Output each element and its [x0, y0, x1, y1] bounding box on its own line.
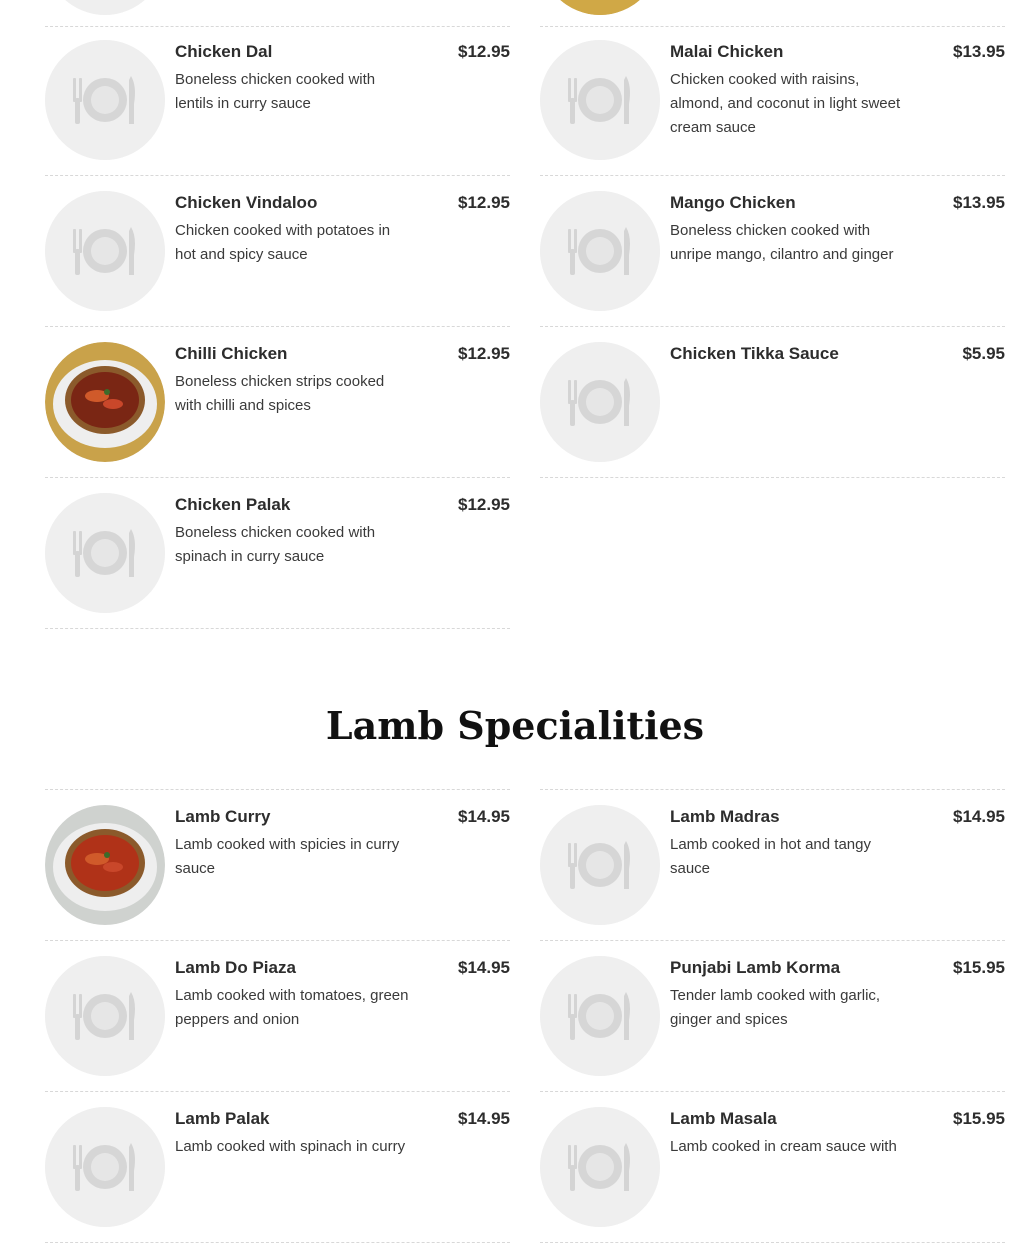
plate-placeholder-icon	[45, 1107, 165, 1227]
menu-item[interactable]	[45, 941, 510, 1092]
item-price: $12.95	[458, 42, 510, 61]
chicken-left-column	[45, 25, 510, 629]
item-price: $14.95	[458, 958, 510, 977]
item-name: Lamb Masala	[670, 1109, 777, 1128]
partial-item-top-right	[540, 0, 1005, 27]
item-price: $14.95	[458, 1109, 510, 1128]
lamb-right-column	[540, 789, 1005, 1243]
item-price: $14.95	[458, 807, 510, 826]
plate-placeholder-icon	[45, 956, 165, 1076]
menu-item[interactable]	[45, 25, 510, 176]
item-name: Lamb Madras	[670, 807, 780, 826]
plate-placeholder-icon	[540, 956, 660, 1076]
item-price: $15.95	[953, 1109, 1005, 1128]
item-description: Boneless chicken cooked with spinach in curry sauce	[175, 524, 376, 565]
menu-item[interactable]	[540, 176, 1005, 327]
item-name: Chicken Palak	[175, 495, 291, 514]
menu-item[interactable]	[540, 25, 1005, 176]
item-price: $13.95	[953, 193, 1005, 212]
item-name: Mango Chicken	[670, 193, 796, 212]
item-price: $12.95	[458, 193, 510, 212]
item-price: $12.95	[458, 344, 510, 363]
item-description: Chicken cooked with potatoes in hot and spicy sauce	[175, 222, 391, 263]
item-description: Boneless chicken cooked with unripe mango, cilantro and ginger	[670, 222, 894, 263]
item-description: Boneless chicken cooked with lentils in curry sauce	[175, 71, 376, 112]
item-name: Malai Chicken	[670, 42, 784, 61]
menu-item[interactable]	[540, 789, 1005, 941]
item-description: Lamb cooked in hot and tangy sauce	[670, 836, 871, 877]
item-name: Chicken Dal	[175, 42, 273, 61]
menu-item[interactable]	[540, 941, 1005, 1092]
item-description: Lamb cooked in cream sauce with	[670, 1138, 897, 1155]
item-price: $14.95	[953, 807, 1005, 826]
dish-photo	[540, 0, 660, 15]
plate-placeholder-icon	[45, 493, 165, 613]
item-description: Lamb cooked with tomatoes, green peppers and onion	[175, 987, 409, 1028]
item-description: Lamb cooked with spicies in curry sauce	[175, 836, 400, 877]
item-name: Lamb Palak	[175, 1109, 270, 1128]
chicken-right-column	[540, 25, 1005, 478]
item-price: $12.95	[458, 495, 510, 514]
menu-item[interactable]	[45, 176, 510, 327]
menu-item[interactable]	[45, 478, 510, 629]
plate-placeholder-icon	[45, 0, 165, 15]
item-price: $5.95	[962, 344, 1005, 363]
menu-item[interactable]	[540, 327, 1005, 478]
menu-item[interactable]	[45, 1092, 510, 1243]
lamb-left-column	[45, 789, 510, 1243]
plate-placeholder-icon	[540, 191, 660, 311]
plate-placeholder-icon	[540, 805, 660, 925]
item-description: Boneless chicken strips cooked with chilli and spices	[175, 373, 385, 414]
menu-item[interactable]	[540, 1092, 1005, 1243]
partial-item-top-left	[45, 0, 510, 27]
dish-photo	[45, 342, 165, 462]
item-name: Lamb Do Piaza	[175, 958, 296, 977]
item-name: Chilli Chicken	[175, 344, 288, 363]
plate-placeholder-icon	[540, 40, 660, 160]
item-description: Tender lamb cooked with garlic, ginger and spices	[670, 987, 881, 1028]
item-price: $13.95	[953, 42, 1005, 61]
item-name: Lamb Curry	[175, 807, 271, 826]
plate-placeholder-icon	[540, 1107, 660, 1227]
menu-item[interactable]	[45, 789, 510, 941]
plate-placeholder-icon	[45, 191, 165, 311]
item-description: Chicken cooked with raisins, almond, and coconut in light sweet cream sauce	[670, 71, 901, 136]
item-description: Lamb cooked with spinach in curry	[175, 1138, 406, 1155]
plate-placeholder-icon	[45, 40, 165, 160]
item-name: Punjabi Lamb Korma	[670, 958, 841, 977]
plate-placeholder-icon	[540, 342, 660, 462]
item-price: $15.95	[953, 958, 1005, 977]
item-name: Chicken Vindaloo	[175, 193, 318, 212]
item-name: Chicken Tikka Sauce	[670, 344, 839, 363]
section-title-lamb: Lamb Specialities	[325, 703, 705, 748]
menu-item[interactable]	[45, 327, 510, 478]
dish-photo	[45, 805, 165, 925]
